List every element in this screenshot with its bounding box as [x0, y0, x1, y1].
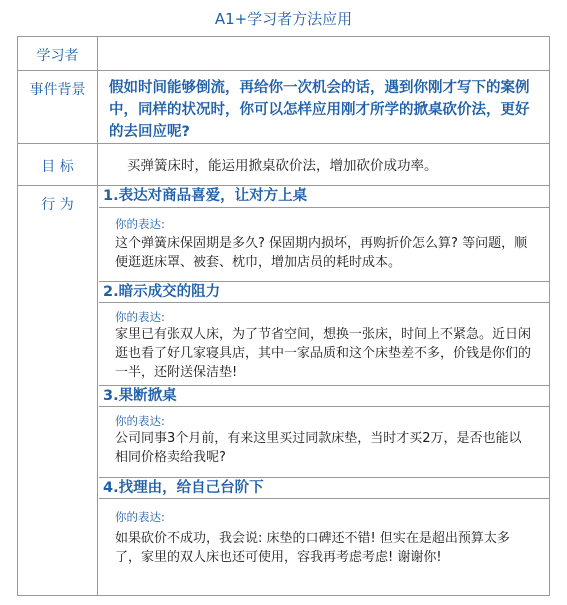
- section-3-body: [99, 407, 549, 477]
- section-3-heading: 3.果断掀桌: [99, 385, 549, 407]
- label-goal: 目 标: [18, 144, 98, 185]
- section-2-prompt: 你的表达:: [115, 310, 165, 324]
- behavior-sections: [99, 186, 549, 595]
- label-background: 事件背景: [18, 71, 98, 143]
- section-4-text: 如果砍价不成功，我会说: 床垫的口碑还不错! 但实在是超出预算太多了，家里的双人床也还可使用，容我再考虑考虑! 谢谢你!: [115, 531, 510, 565]
- section-2-heading: 2.暗示成交的阻力: [99, 281, 549, 303]
- label-learner: 学习者: [18, 37, 98, 70]
- background-question: 假如时间能够倒流，再给你一次机会的话，遇到你刚才写下的案例中，同样的状况时，你可以怎样应用刚才所学的掀桌砍价法，更好的去回应呢?: [109, 80, 530, 140]
- section-3-text: 公司同事3个月前，有来这里买过同款床垫，当时才买2万，是否也能以相同价格卖给我呢?: [115, 431, 522, 465]
- row-goal: [18, 144, 549, 186]
- row-learner: [18, 37, 549, 71]
- section-1-heading: 1.表达对商品喜爱，让对方上桌: [99, 186, 549, 208]
- label-behavior: 行 为: [18, 186, 98, 595]
- row-background: [18, 71, 549, 144]
- section-4-body: [99, 499, 549, 595]
- section-1-text: 这个弹簧床保固期是多久? 保固期内损坏，再购折价怎么算? 等问题，顺便逛逛床罩、被套、枕巾，增加店员的耗时成本。: [115, 236, 528, 270]
- section-4-prompt: 你的表达:: [115, 510, 165, 524]
- section-3-prompt: 你的表达:: [115, 414, 165, 428]
- section-1-prompt: 你的表达:: [115, 217, 165, 231]
- section-1-body: [99, 208, 549, 281]
- row-behavior: [18, 186, 549, 595]
- page-title: A1+学习者方法应用: [214, 10, 353, 28]
- section-4-heading: 4.找理由，给自己台阶下: [99, 477, 549, 499]
- section-2-body: [99, 303, 549, 385]
- worksheet-table: [17, 36, 550, 596]
- section-2-text: 家里已有张双人床，为了节省空间，想换一张床，时间上不紧急。近日闲逛也看了好几家寝具店，其中一家品质和这个床垫差不多，价钱是你们的一半，还附送保洁垫!: [115, 327, 532, 380]
- goal-text: 买弹簧床时，能运用掀桌砍价法，增加砍价成功率。: [127, 158, 438, 174]
- learner-field[interactable]: [99, 37, 549, 70]
